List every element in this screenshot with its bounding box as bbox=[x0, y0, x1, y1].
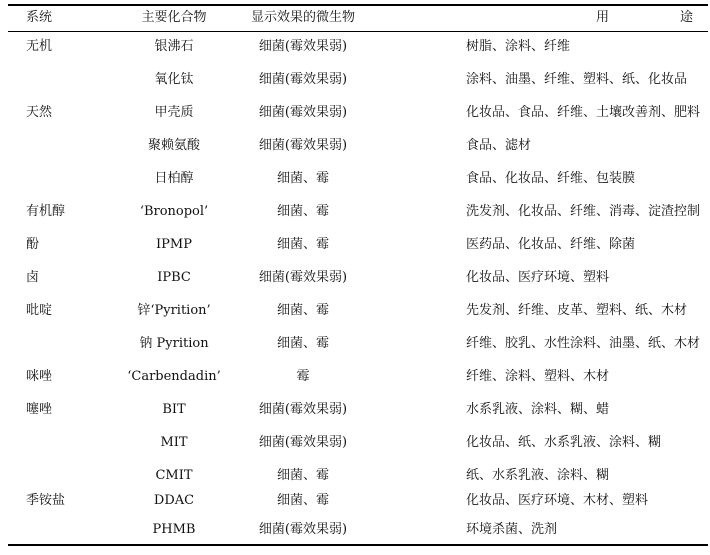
cell-use: 水系乳液、涂料、糊、蜡 bbox=[466, 402, 610, 417]
cell-system: 卤 bbox=[26, 270, 40, 285]
cell-system: 天然 bbox=[26, 105, 53, 120]
table-row bbox=[0, 171, 710, 204]
table-row bbox=[0, 270, 710, 303]
cell-microbe: 细菌(霉效果弱) bbox=[258, 270, 348, 285]
cell-use: 纤维、胶乳、水性涂料、油墨、纸、木材 bbox=[466, 336, 701, 351]
cell-use: 化妆品、食品、纤维、土壤改善剂、肥料 bbox=[466, 105, 701, 120]
cell-use: 纤维、涂料、塑料、木材 bbox=[466, 369, 610, 384]
cell-microbe: 细菌、霉 bbox=[276, 336, 330, 351]
cell-microbe: 细菌(霉效果弱) bbox=[258, 105, 348, 120]
table-row bbox=[0, 402, 710, 435]
cell-compound: DDAC bbox=[153, 493, 195, 508]
cell-compound: MIT bbox=[160, 435, 188, 450]
cell-compound: 锌‘Pyrition’ bbox=[137, 303, 211, 318]
cell-use: 洗发剂、化妆品、纤维、消毒、淀渣控制 bbox=[466, 204, 701, 219]
cell-use: 化妆品、纸、水系乳液、涂料、糊 bbox=[466, 435, 662, 450]
cell-compound: IPBC bbox=[157, 270, 191, 285]
table-row bbox=[0, 138, 710, 171]
cell-use: 涂料、油墨、纤维、塑料、纸、化妆品 bbox=[466, 72, 688, 87]
cell-use: 纸、水系乳液、涂料、糊 bbox=[466, 468, 610, 483]
cell-microbe: 细菌(霉效果弱) bbox=[258, 72, 348, 87]
cell-system: 无机 bbox=[26, 39, 53, 54]
table-row bbox=[0, 522, 710, 555]
cell-use: 环境杀菌、洗剂 bbox=[466, 522, 558, 537]
table-bottom-rule bbox=[8, 544, 708, 546]
cell-use: 先发剂、纤维、皮革、塑料、纸、木材 bbox=[466, 303, 688, 318]
cell-microbe: 细菌(霉效果弱) bbox=[258, 39, 348, 54]
cell-use: 食品、滤材 bbox=[466, 138, 532, 153]
cell-compound: ‘Bronopol’ bbox=[139, 204, 209, 219]
cell-compound: 甲壳质 bbox=[154, 105, 194, 120]
cell-use: 化妆品、医疗环境、木材、塑料 bbox=[466, 493, 649, 508]
table-top-rule bbox=[8, 4, 708, 6]
cell-microbe: 细菌(霉效果弱) bbox=[258, 402, 348, 417]
cell-use: 化妆品、医疗环境、塑料 bbox=[466, 270, 610, 285]
table-row bbox=[0, 204, 710, 237]
cell-compound: ‘Carbendadin’ bbox=[127, 369, 221, 384]
header-microbe: 显示效果的微生物 bbox=[250, 10, 356, 25]
table-row bbox=[0, 435, 710, 468]
cell-system: 酚 bbox=[26, 237, 40, 252]
cell-compound: 氧化钛 bbox=[154, 72, 194, 87]
table-row bbox=[0, 369, 710, 402]
cell-use: 医药品、化妆品、纤维、除菌 bbox=[466, 237, 636, 252]
cell-microbe: 细菌(霉效果弱) bbox=[258, 522, 348, 537]
cell-system: 吡啶 bbox=[26, 303, 53, 318]
header-system: 系统 bbox=[26, 10, 53, 25]
cell-system: 噻唑 bbox=[26, 402, 53, 417]
cell-compound: 日柏醇 bbox=[154, 171, 194, 186]
cell-microbe: 细菌、霉 bbox=[276, 171, 330, 186]
cell-microbe: 霉 bbox=[296, 369, 310, 384]
table-row bbox=[0, 237, 710, 270]
cell-compound: CMIT bbox=[155, 468, 193, 483]
cell-microbe: 细菌(霉效果弱) bbox=[258, 435, 348, 450]
cell-compound: BIT bbox=[162, 402, 186, 417]
cell-system: 咪唑 bbox=[26, 369, 53, 384]
table-row bbox=[0, 72, 710, 105]
cell-microbe: 细菌、霉 bbox=[276, 468, 330, 483]
cell-compound: PHMB bbox=[152, 522, 196, 537]
table-row bbox=[0, 336, 710, 369]
cell-compound: 钠 Pyrition bbox=[139, 336, 209, 351]
cell-microbe: 细菌、霉 bbox=[276, 303, 330, 318]
table-header-rule bbox=[8, 31, 708, 32]
cell-system: 有机醇 bbox=[26, 204, 66, 219]
header-compound: 主要化合物 bbox=[141, 10, 207, 25]
cell-microbe: 细菌(霉效果弱) bbox=[258, 138, 348, 153]
header-use-part2: 途 bbox=[680, 10, 694, 25]
table-row bbox=[0, 303, 710, 336]
cell-compound: 聚赖氨酸 bbox=[147, 138, 201, 153]
cell-system: 季铵盐 bbox=[26, 493, 66, 508]
table-row bbox=[0, 39, 710, 72]
cell-use: 树脂、涂料、纤维 bbox=[466, 39, 571, 54]
header-use-part1: 用 bbox=[596, 10, 610, 25]
cell-microbe: 细菌、霉 bbox=[276, 493, 330, 508]
cell-use: 食品、化妆品、纤维、包装膜 bbox=[466, 171, 636, 186]
cell-compound: 银沸石 bbox=[154, 39, 194, 54]
cell-microbe: 细菌、霉 bbox=[276, 204, 330, 219]
cell-microbe: 细菌、霉 bbox=[276, 237, 330, 252]
table-row bbox=[0, 105, 710, 138]
cell-compound: IPMP bbox=[156, 237, 192, 252]
